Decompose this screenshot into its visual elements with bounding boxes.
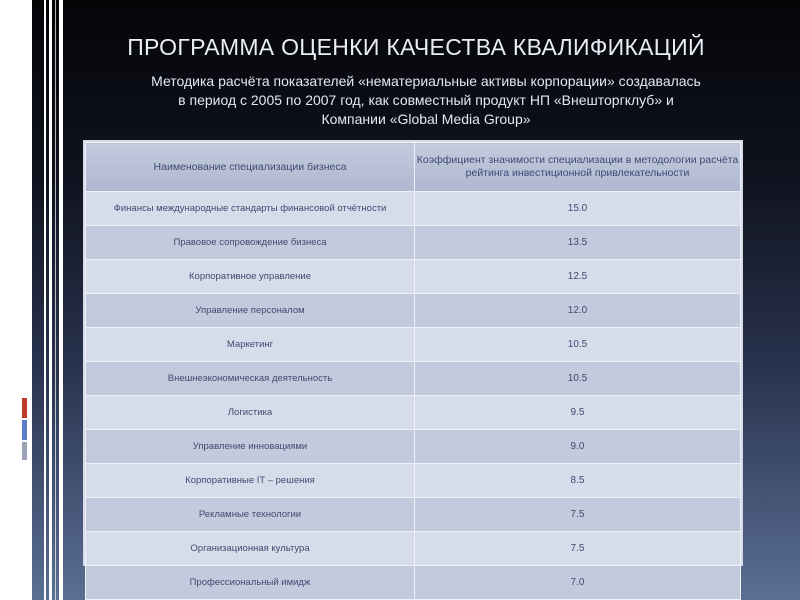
specialization-cell: Маркетинг: [86, 328, 415, 362]
specialization-cell: Логистика: [86, 396, 415, 430]
slide-title: ПРОГРАММА ОЦЕНКИ КАЧЕСТВА КВАЛИФИКАЦИЙ: [127, 34, 705, 60]
accent-mark-gray: [22, 442, 27, 460]
coefficient-cell: 7.5: [415, 532, 741, 566]
coefficient-cell: 10.5: [415, 362, 741, 396]
slide-subtitle: [72, 72, 780, 129]
specialization-cell: Профессиональный имидж: [86, 566, 415, 600]
coefficient-cell: 9.0: [415, 430, 741, 464]
specialization-cell: Рекламные технологии: [86, 498, 415, 532]
subtitle-line: Компании «Global Media Group»: [321, 111, 531, 127]
table-row: [86, 430, 741, 464]
coefficient-cell: 12.5: [415, 260, 741, 294]
table-row: [86, 192, 741, 226]
table-row: [86, 464, 741, 498]
specialization-cell: Управление персоналом: [86, 294, 415, 328]
coefficient-cell: 9.5: [415, 396, 741, 430]
specialization-cell: Корпоративные IT – решения: [86, 464, 415, 498]
table-row: [86, 260, 741, 294]
coefficients-table: [83, 140, 743, 588]
subtitle-line: в период с 2005 по 2007 год, как совместный продукт НП «Внешторгклуб» и: [178, 92, 674, 108]
table-row: [86, 226, 741, 260]
accent-mark-blue: [22, 420, 27, 440]
decorative-bars: [42, 0, 64, 600]
coefficient-cell: 7.0: [415, 566, 741, 600]
subtitle-line: Методика расчёта показателей «нематериальные активы корпорации» создавалась: [151, 73, 701, 89]
table-row: [86, 498, 741, 532]
specialization-cell: Внешнеэкономическая деятельность: [86, 362, 415, 396]
table-row: [86, 566, 741, 600]
specialization-cell: Финансы международные стандарты финансовой отчётности: [86, 192, 415, 226]
table-row: [86, 294, 741, 328]
table-row: [86, 532, 741, 566]
header-specialization: Наименование специализации бизнеса: [86, 143, 415, 192]
table-row: [86, 362, 741, 396]
table-header-row: [86, 143, 741, 192]
specialization-cell: Управление инновациями: [86, 430, 415, 464]
coefficient-cell: 12.0: [415, 294, 741, 328]
header-coefficient: Коэффициент значимости специализации в методологии расчёта рейтинга инвестиционной привлекательности: [415, 143, 741, 192]
coefficient-cell: 8.5: [415, 464, 741, 498]
accent-mark-red: [22, 398, 27, 418]
specialization-cell: Правовое сопровождение бизнеса: [86, 226, 415, 260]
coefficient-cell: 10.5: [415, 328, 741, 362]
coefficient-cell: 15.0: [415, 192, 741, 226]
table-row: [86, 396, 741, 430]
coefficient-cell: 7.5: [415, 498, 741, 532]
specialization-cell: Организационная культура: [86, 532, 415, 566]
slide: [32, 0, 800, 600]
specialization-cell: Корпоративное управление: [86, 260, 415, 294]
table-row: [86, 328, 741, 362]
coefficient-cell: 13.5: [415, 226, 741, 260]
